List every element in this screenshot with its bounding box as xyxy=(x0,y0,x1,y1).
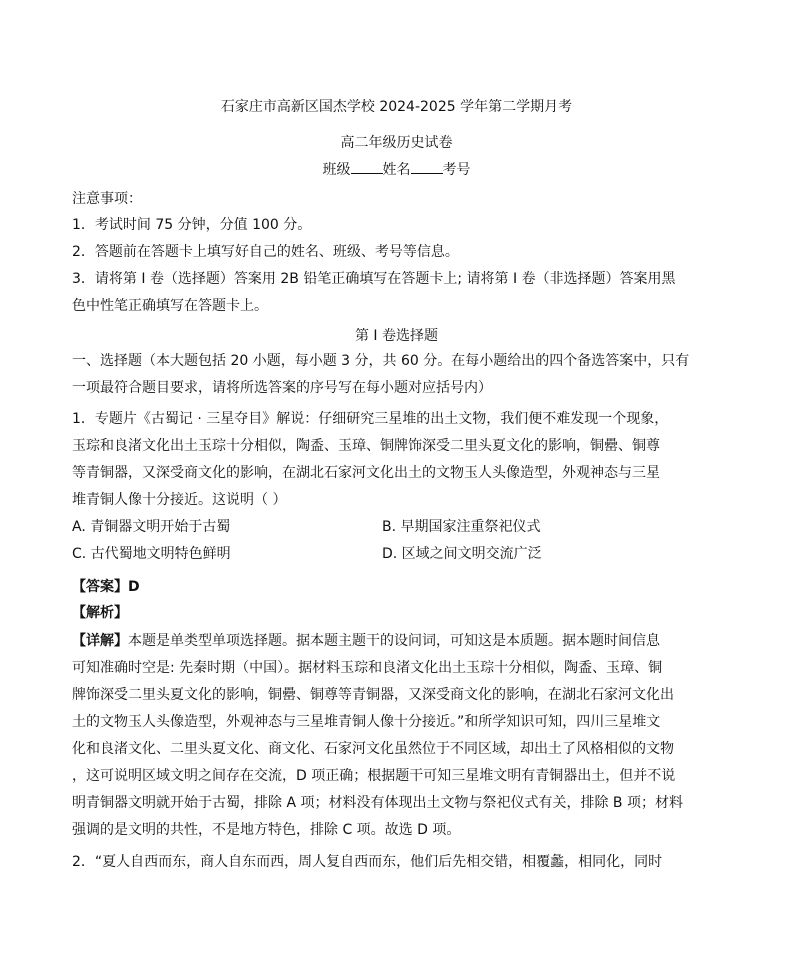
q1-detail-4: 土的文物玉人头像造型，外观神态与三星堆青铜人像十分接近。”和所学知识可知，四川三星堆文 xyxy=(72,714,661,730)
q1-detail-2: 可知准确时空是: 先秦时期（中国）。据材料玉琮和良渚文化出土玉琮十分相似，陶盉、玉璋、铜 xyxy=(72,660,663,676)
q1-stem-4: 堆青铜人像十分接近。这说明（ ） xyxy=(72,492,287,508)
q2-stem-1: 2．“夏人自西而东，商人自东而西，周人复自西而东，他们后先相交错，相覆蠡，相同化，同时 xyxy=(72,854,663,870)
answer-tag: 【答案】 xyxy=(72,579,128,595)
q1-option-d: D. 区域之间文明交流广泛 xyxy=(382,546,542,562)
q1-option-a: A. 青铜器文明开始于古蜀 xyxy=(72,519,231,535)
class-label: 班级 xyxy=(322,162,351,178)
q1-detail-1 xyxy=(72,632,660,650)
analysis-tag: 【解析】 xyxy=(72,605,128,621)
notice-item-2: 2．答题前在答题卡上填写好自己的姓名、班级、考号等信息。 xyxy=(72,244,459,260)
number-label: 考号 xyxy=(442,162,471,178)
q1-detail-6: ，这可说明区域文明之间存在交流，D 项正确；根据题干可知三星堆文明有青铜器出土，但并不说 xyxy=(72,768,676,784)
class-blank[interactable] xyxy=(351,161,383,174)
exam-title: 石家庄市高新区国杰学校 2024-2025 学年第二学期月考 xyxy=(220,99,573,115)
detail-text-1: 本题是单类型单项选择题。据本题主题干的设问词，可知这是本质题。据本题时间信息 xyxy=(128,633,660,649)
detail-tag: 【详解】 xyxy=(72,633,128,649)
section-instructions-1: 一、选择题（本大题包括 20 小题，每小题 3 分，共 60 分。在每小题给出的四个备选答案中，只有 xyxy=(72,353,690,369)
student-info-line xyxy=(0,159,793,179)
answer-value: D xyxy=(128,579,140,595)
notice-item-3: 3．请将第 I 卷（选择题）答案用 2B 铅笔正确填写在答题卡上; 请将第 I 卷（非选择题）答案用黑 xyxy=(72,271,676,287)
notice-item-3-cont: 色中性笔正确填写在答题卡上。 xyxy=(72,298,268,314)
q1-detail-8: 强调的是文明的共性，不是地方特色，排除 C 项。故选 D 项。 xyxy=(72,822,461,838)
q1-stem-2: 玉琮和良渚文化出土玉琮十分相似，陶盉、玉璋、铜牌饰深受二里头夏文化的影响，铜罍、铜尊 xyxy=(72,438,660,454)
q1-detail-7: 明青铜器文明就开始于古蜀，排除 A 项；材料没有体现出土文物与祭祀仪式有关，排除 B 项；材料 xyxy=(72,795,683,811)
name-label: 姓名 xyxy=(382,162,411,178)
q1-stem-1: 1．专题片《古蜀记 · 三星夺目》解说：仔细研究三星堆的出土文物，我们便不难发现一个现象， xyxy=(72,411,669,427)
section-title: 第 I 卷选择题 xyxy=(354,328,439,344)
notice-heading: 注意事项： xyxy=(72,191,142,207)
q1-answer-line xyxy=(72,578,140,596)
exam-subtitle: 高二年级历史试卷 xyxy=(340,135,453,151)
q1-option-c: C. 古代蜀地文明特色鲜明 xyxy=(72,546,231,562)
q1-stem-3: 等青铜器，又深受商文化的影响，在湖北石家河文化出土的文物玉人头像造型，外观神态与三星 xyxy=(72,465,660,481)
q1-detail-3: 牌饰深受二里头夏文化的影响，铜罍、铜尊等青铜器，又深受商文化的影响，在湖北石家河文化出 xyxy=(72,687,674,703)
q1-option-b: B. 早期国家注重祭祀仪式 xyxy=(382,519,541,535)
notice-item-1: 1．考试时间 75 分钟，分值 100 分。 xyxy=(72,217,312,233)
q1-analysis-line xyxy=(72,604,128,622)
q1-detail-5: 化和良渚文化、二里头夏文化、商文化、石家河文化虽然位于不同区域，却出土了风格相似的文物 xyxy=(72,741,674,757)
name-blank[interactable] xyxy=(411,161,443,174)
section-instructions-2: 一项最符合题目要求，请将所选答案的序号写在每小题对应括号内） xyxy=(72,380,492,396)
